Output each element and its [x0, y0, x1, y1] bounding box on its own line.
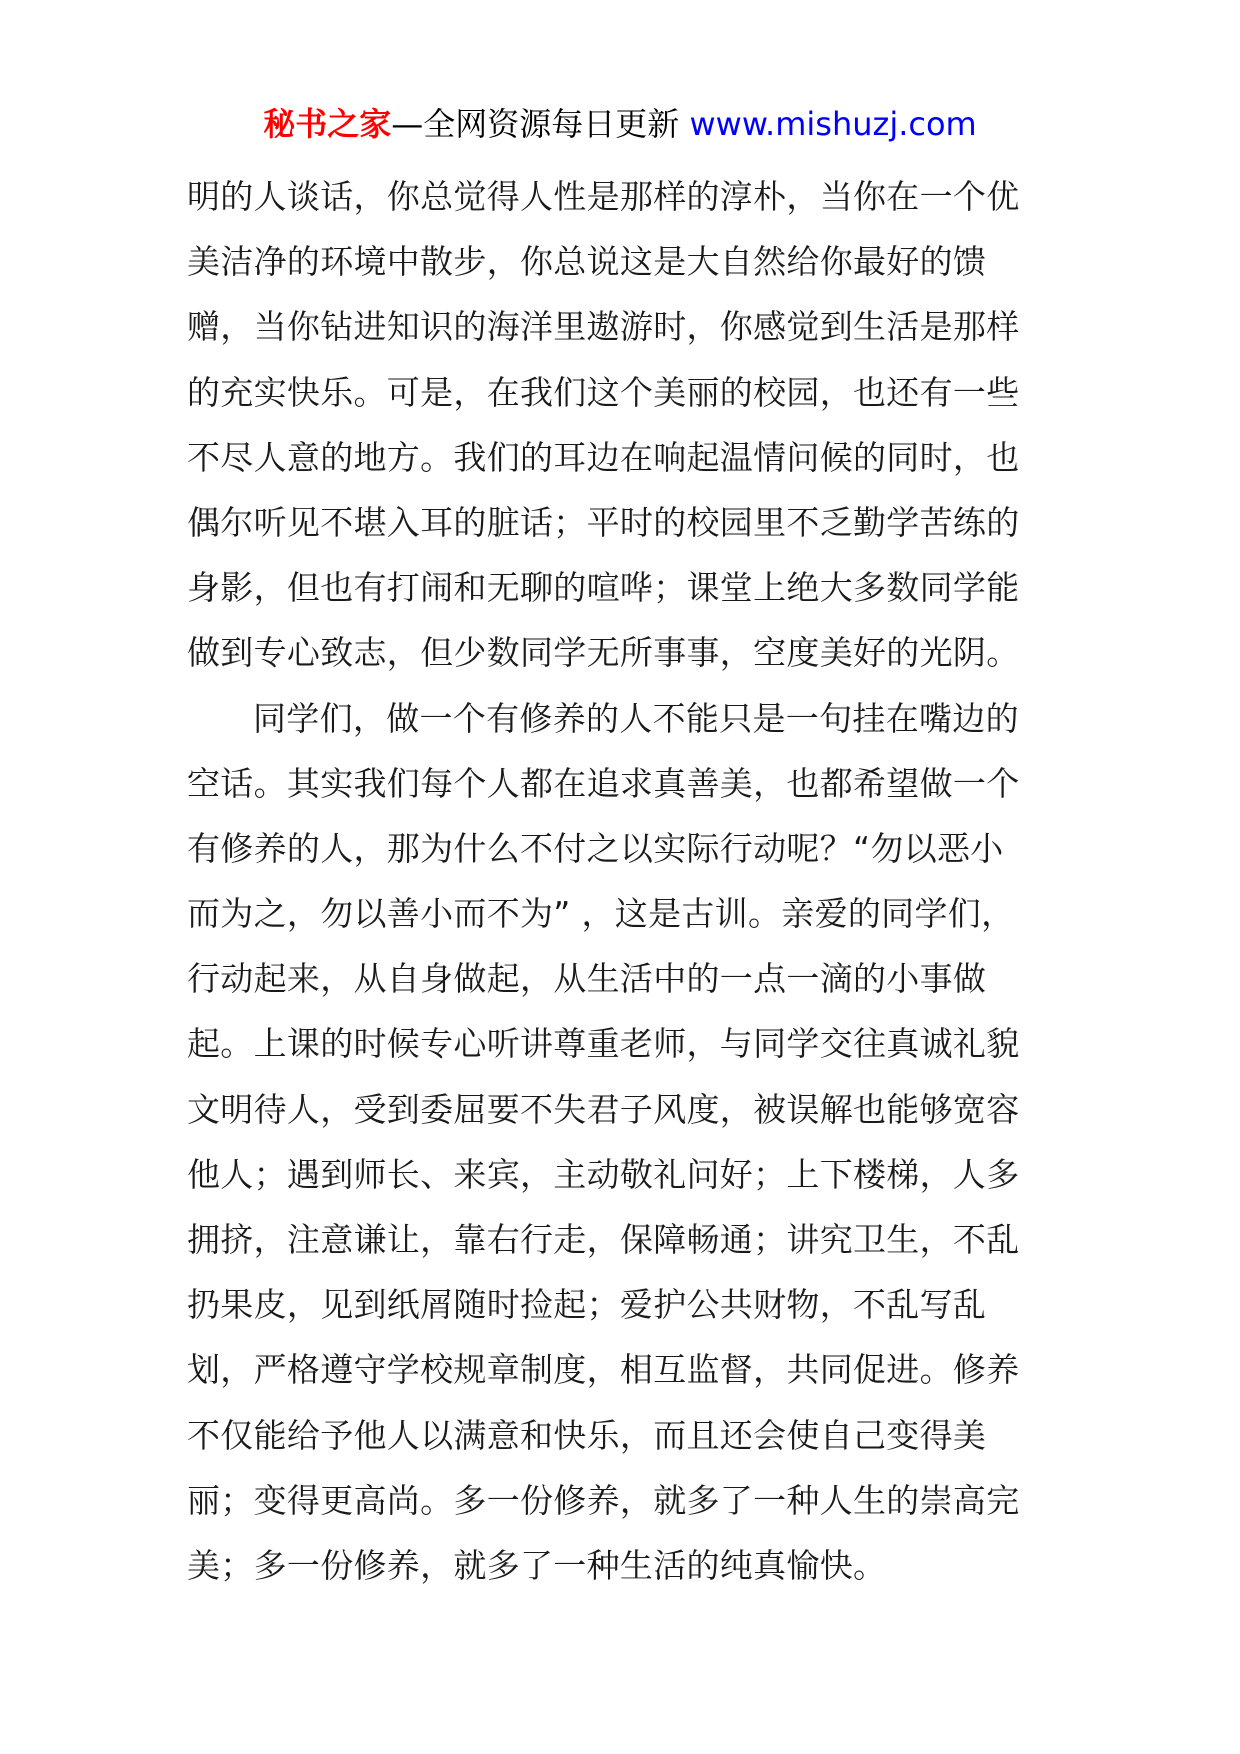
text-line: 空话。其实我们每个人都在追求真善美，也都希望做一个	[187, 763, 1020, 803]
website-url[interactable]: www.mishuzj.com	[689, 105, 977, 143]
text-line: 文明待人，受到委屈要不失君子风度，被误解也能够宽容	[187, 1089, 1020, 1129]
paragraph-start-line: 同学们，做一个有修养的人不能只是一句挂在嘴边的	[253, 698, 1019, 738]
document-body	[187, 164, 1057, 1598]
text-line: 拥挤，注意谦让，靠右行走，保障畅通；讲究卫生，不乱	[187, 1220, 1020, 1259]
text-line: 偶尔听见不堪入耳的脏话；平时的校园里不乏勤学苦练的	[187, 502, 1020, 542]
text-line: 做到专心致志，但少数同学无所事事，空度美好的光阴。	[187, 633, 1020, 673]
text-line: 不尽人意的地方。我们的耳边在响起温情问候的同时，也	[187, 437, 1020, 477]
text-line: 美；多一份修养，就多了一种生活的纯真愉快。	[187, 1545, 887, 1585]
text-line: 赠，当你钻进知识的海洋里遨游时，你感觉到生活是那样	[187, 307, 1020, 347]
text-line: 明的人谈话，你总觉得人性是那样的淳朴，当你在一个优	[187, 177, 1020, 216]
text-line: 起。上课的时候专心听讲尊重老师，与同学交往真诚礼貌	[187, 1024, 1020, 1064]
text-line: 扔果皮，见到纸屑随时捡起；爱护公共财物，不乱写乱	[187, 1285, 987, 1325]
text-line: 行动起来，从自身做起，从生活中的一点一滴的小事做	[187, 959, 987, 999]
brand-name: 秘书之家	[263, 105, 392, 143]
text-line: 有修养的人，那为什么不付之以实际行动呢？“勿以恶小	[187, 828, 1004, 868]
text-line: 丽；变得更高尚。多一份修养，就多了一种人生的崇高完	[187, 1480, 1020, 1520]
text-line: 划，严格遵守学校规章制度，相互监督，共同促进。修养	[187, 1350, 1020, 1390]
page-header	[0, 98, 1240, 150]
header-slogan: —全网资源每日更新	[391, 105, 690, 143]
text-line: 而为之，勿以善小而不为” ，这是古训。亲爱的同学们，	[187, 894, 1015, 934]
text-line: 美洁净的环境中散步，你总说这是大自然给你最好的馈	[187, 242, 987, 282]
text-line: 的充实快乐。可是，在我们这个美丽的校园，也还有一些	[187, 372, 1020, 412]
text-line: 他人；遇到师长、来宾，主动敬礼问好；上下楼梯，人多	[187, 1154, 1020, 1194]
text-line: 身影，但也有打闹和无聊的喧哗；课堂上绝大多数同学能	[187, 568, 1020, 608]
text-line: 不仅能给予他人以满意和快乐，而且还会使自己变得美	[187, 1415, 987, 1455]
